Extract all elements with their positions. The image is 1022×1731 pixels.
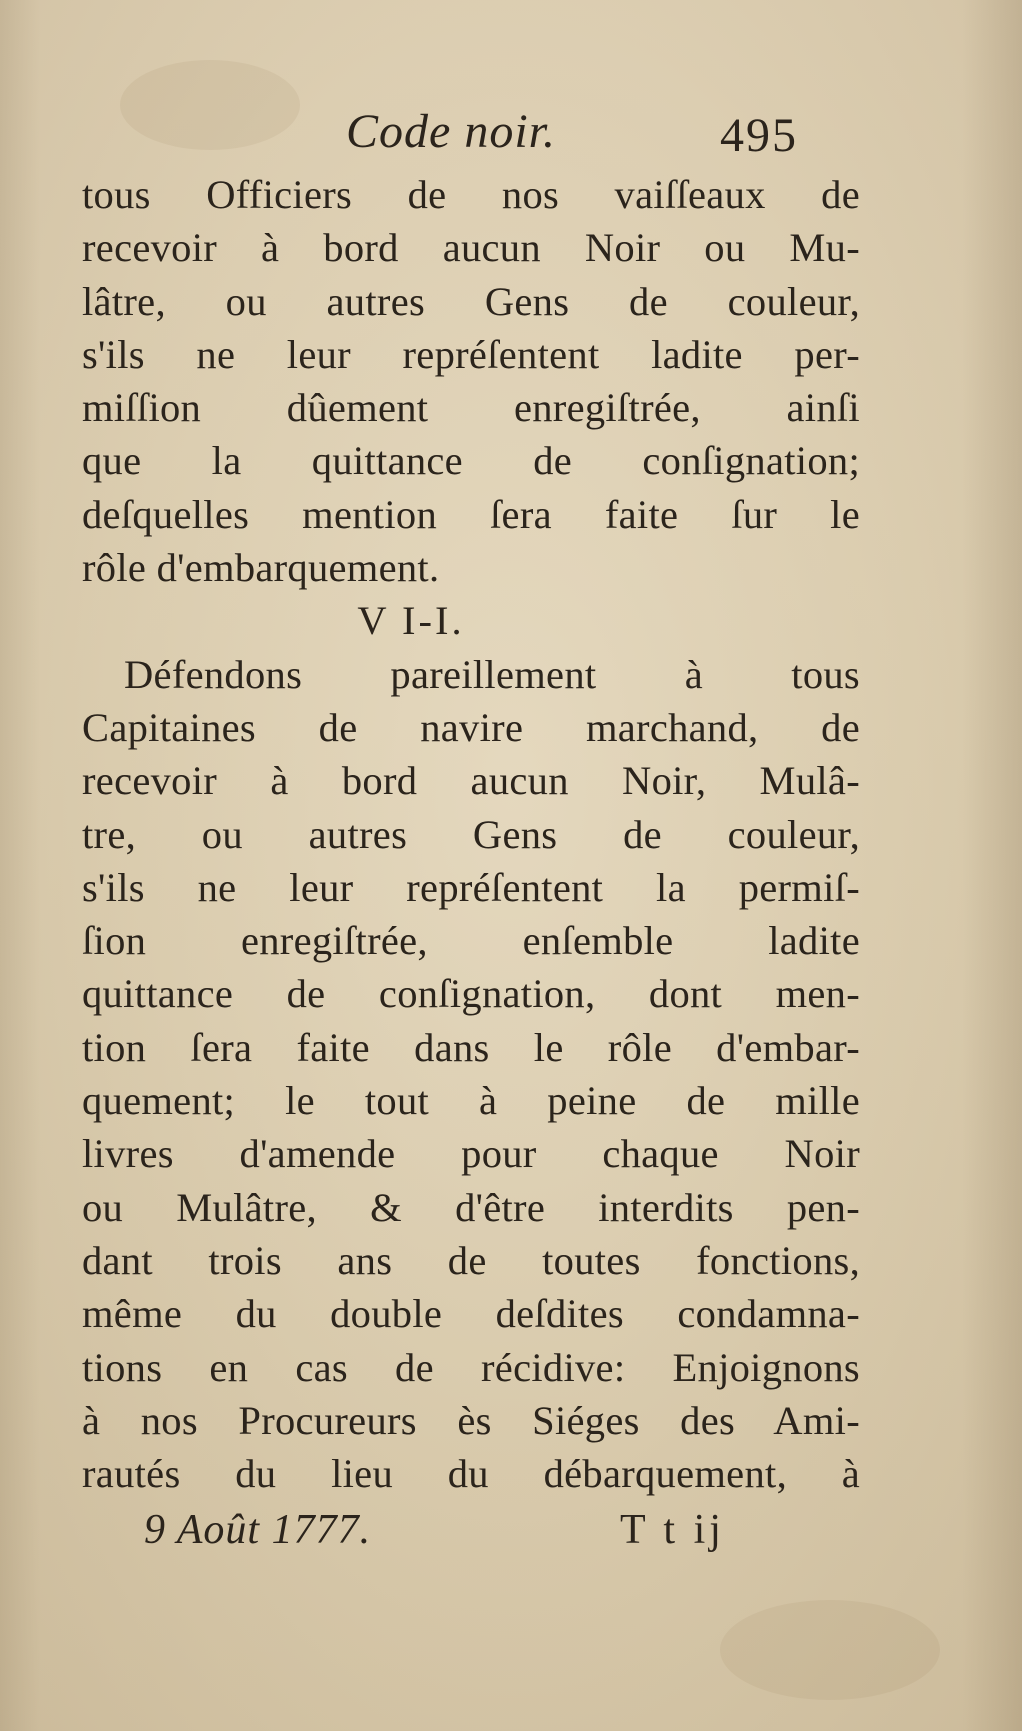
page-number: 495 [720,109,798,162]
text-line: tre, ou autres Gens de couleur, [82,811,860,857]
signature-mark: T t ij [620,1507,725,1553]
text-line: s'ils ne leur repréſentent ladite per- [82,331,860,377]
text-line: ſion enregiſtrée, enſemble ladite [82,918,860,964]
text-line: quement; le tout à peine de mille [82,1078,860,1124]
gutter-shadow [0,0,40,1731]
text-line: tous Officiers de nos vaiſſeaux de [82,172,860,217]
page-edge-shadow [962,0,1022,1731]
text-line: recevoir à bord aucun Noir, Mulâ- [82,758,860,804]
text-line: que la quittance de conſignation; [82,438,860,484]
text-line: miſſion dûement enregiſtrée, ainſi [82,385,860,431]
text-line: rôle d'embarquement. [82,545,440,591]
text-line: recevoir à bord aucun Noir ou Mu- [82,225,860,271]
page-header [80,104,880,174]
text-line: tions en cas de récidive: Enjoignons [82,1344,860,1390]
text-line: même du double deſdites condamna- [82,1291,860,1337]
text-line: tion ſera faite dans le rôle d'embar- [82,1024,860,1070]
footer-date: 9 Août 1777. [144,1507,372,1553]
text-line: livres d'amende pour chaque Noir [82,1131,860,1177]
paper-stain [720,1600,940,1700]
text-line: à nos Procureurs ès Siéges des Ami- [82,1397,860,1443]
text-line: quittance de conſignation, dont men- [82,971,860,1017]
text-line: Défendons pareillement à tous [124,651,860,697]
running-title: Code noir. [346,105,557,158]
article-heading: V I-I. [357,598,465,644]
text-line: deſquelles mention ſera faite ſur le [82,491,860,537]
text-line: rautés du lieu du débarquement, à [82,1451,860,1497]
text-line: ou Mulâtre, & d'être interdits pen- [82,1184,860,1230]
text-line: dant trois ans de toutes fonctions, [82,1237,860,1283]
text-line: lâtre, ou autres Gens de couleur, [82,278,860,324]
page-footer [140,1506,780,1566]
body-text [82,168,860,1500]
text-line: Capitaines de navire marchand, de [82,704,860,750]
text-line: s'ils ne leur repréſentent la permiſ- [82,864,860,910]
